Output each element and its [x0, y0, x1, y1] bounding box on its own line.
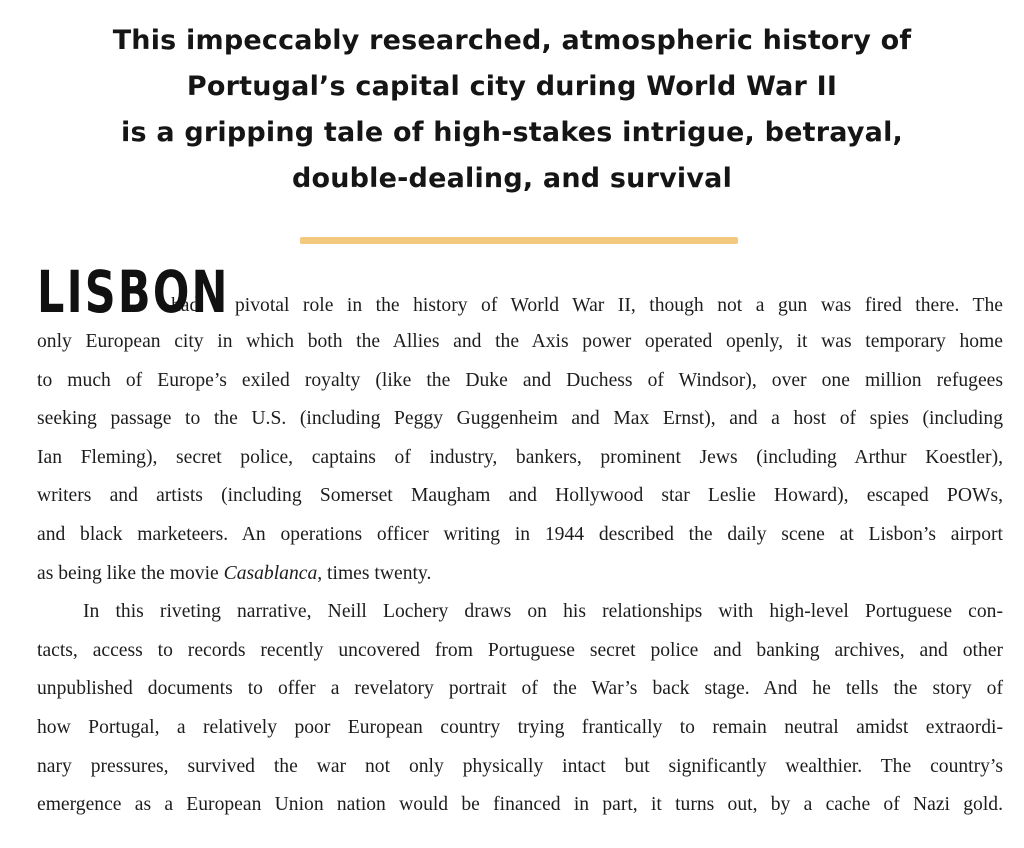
paragraph-1 — [37, 323, 1003, 593]
paragraph-last-line — [37, 555, 1003, 594]
paragraph-line: writers and artists (including Somerset Maugham and Hollywood star Leslie Howard), escaped POWs, — [37, 485, 1003, 507]
first-line — [37, 256, 1003, 326]
paragraph-line: nary pressures, survived the war not only physically intact but significantly wealthier. The country’s — [37, 755, 1003, 777]
paragraph-line: Ian Fleming), secret police, captains of industry, bankers, prominent Jews (including Arthur Koestler), — [37, 446, 1003, 468]
description-body — [37, 256, 1003, 825]
paragraph-2 — [37, 593, 1003, 825]
paragraph-line: how Portugal, a relatively poor European country trying frantically to remain neutral amidst extraordi- — [37, 716, 1003, 738]
headline-line: This impeccably researched, atmospheric history of — [112, 25, 912, 56]
paragraph-line: emergence as a European Union nation would be financed in part, it turns out, by a cache of Nazi gold. — [37, 794, 1003, 816]
paragraph-line: and black marketeers. An operations officer writing in 1944 described the daily scene at Lisbon’s airport — [37, 523, 1003, 545]
headline — [40, 18, 984, 202]
headline-line: Portugal’s capital city during World War II — [186, 71, 838, 102]
last-line-prefix: as being like the movie — [37, 562, 224, 584]
headline-line: is a gripping tale of high-stakes intrigue, betrayal, — [121, 117, 903, 148]
last-line-suffix: times twenty. — [322, 562, 432, 584]
film-title: Casablanca, — [223, 562, 323, 584]
headline-line: double-dealing, and survival — [291, 163, 733, 194]
accent-divider — [300, 237, 738, 244]
paragraph-line: to much of Europe’s exiled royalty (like the Duke and Duchess of Windsor), over one million refugees — [37, 369, 1003, 391]
paragraph1-first-line: had a pivotal role in the history of World War II, though not a gun was fired there. The — [171, 295, 1003, 316]
paragraph-line: only European city in which both the Allies and the Axis power operated openly, it was temporary home — [37, 331, 1003, 352]
paragraph-line: unpublished documents to offer a revelatory portrait of the War’s back stage. And he tells the story of — [37, 678, 1003, 700]
paragraph-line: seeking passage to the U.S. (including Peggy Guggenheim and Max Ernst), and a host of spies (including — [37, 408, 1003, 430]
dropcap-title: LISBON — [37, 258, 230, 326]
paragraph-line: tacts, access to records recently uncovered from Portuguese secret police and banking archives, and other — [37, 639, 1003, 661]
paragraph-line: In this riveting narrative, Neill Lochery draws on his relationships with high-level Portuguese con- — [83, 601, 1003, 623]
